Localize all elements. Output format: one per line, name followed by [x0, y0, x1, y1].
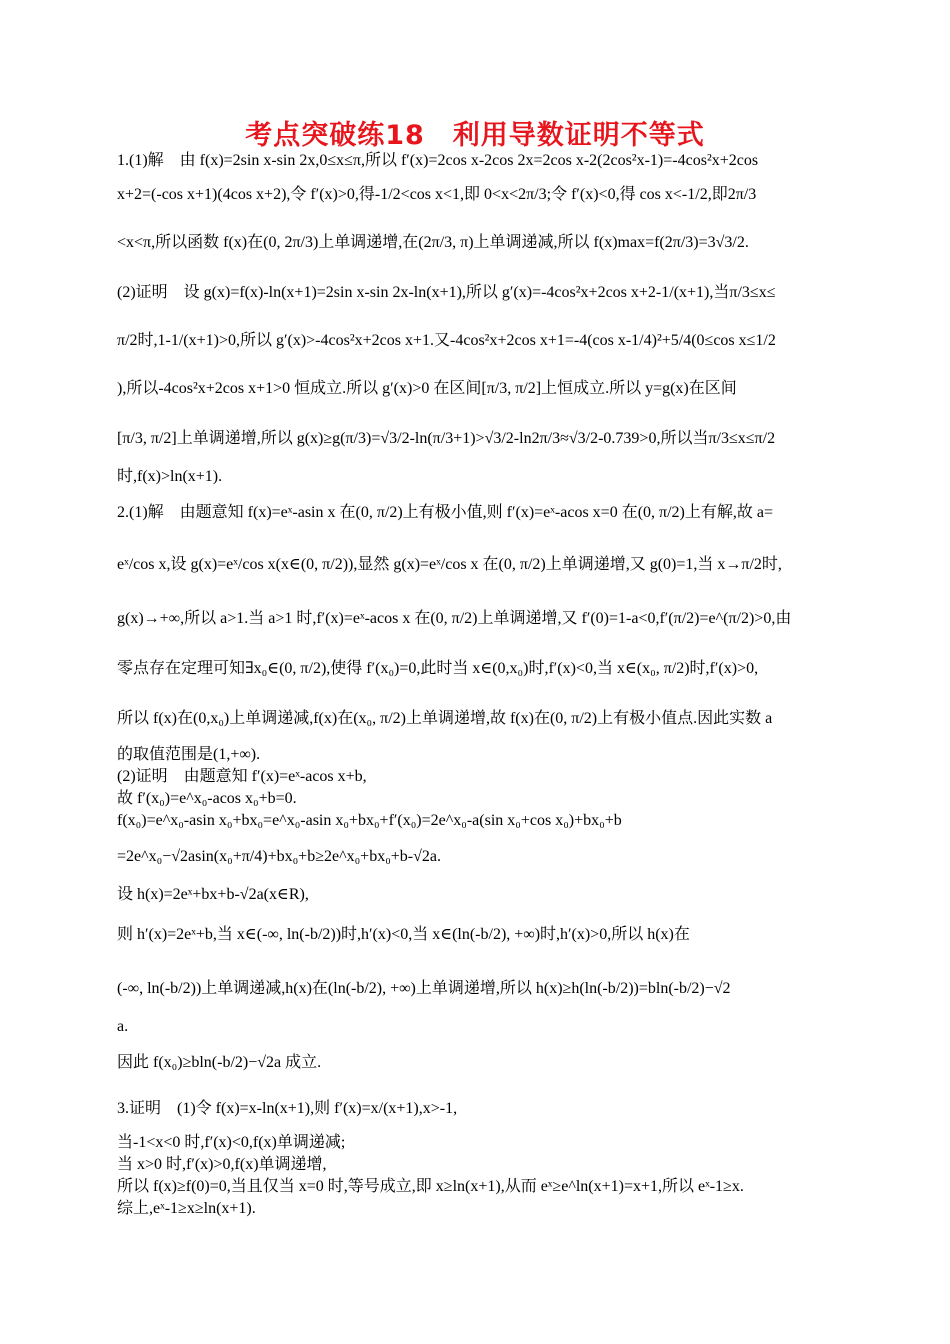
text-line: f(x₀)=e^x₀-asin x₀+bx₀=e^x₀-asin x₀+bx₀+f′(x₀)=2e^x₀-a(sin x₀+cos x₀)+bx₀+b: [117, 812, 622, 829]
text-line: 当-1<x<0 时,f′(x)<0,f(x)单调递减;: [117, 1134, 346, 1151]
text-line: ),所以-4cos²x+2cos x+1>0 恒成立.所以 g′(x)>0 在区间[π/3, π/2]上恒成立.所以 y=g(x)在区间: [117, 380, 737, 397]
text-line: 所以 f(x)在(0,x₀)上单调递减,f(x)在(x₀, π/2)上单调递增,故 f(x)在(0, π/2)上有极小值点.因此实数 a: [117, 710, 773, 727]
text-line: 故 f′(x₀)=e^x₀-acos x₀+b=0.: [117, 790, 297, 807]
text-line: 当 x>0 时,f′(x)>0,f(x)单调递增,: [117, 1156, 327, 1173]
text-line: a.: [117, 1018, 129, 1035]
page-title: 考点突破练18 利用导数证明不等式: [245, 120, 705, 151]
text-line: 的取值范围是(1,+∞).: [117, 746, 261, 763]
text-line: 设 h(x)=2eˣ+bx+b-√2a(x∈R),: [117, 886, 309, 903]
text-line: 3.证明 (1)令 f(x)=x-ln(x+1),则 f′(x)=x/(x+1),x>-1,: [117, 1100, 458, 1117]
text-line: 零点存在定理可知∃x₀∈(0, π/2),使得 f′(x₀)=0,此时当 x∈(0,x₀)时,f′(x)<0,当 x∈(x₀, π/2)时,f′(x)>0,: [117, 660, 759, 677]
text-line: 2.(1)解 由题意知 f(x)=eˣ-asin x 在(0, π/2)上有极小值,则 f′(x)=eˣ-acos x=0 在(0, π/2)上有解,故 a=: [117, 504, 773, 521]
text-line: 则 h′(x)=2eˣ+b,当 x∈(-∞, ln(-b/2))时,h′(x)<0,当 x∈(ln(-b/2), +∞)时,h′(x)>0,所以 h(x)在: [117, 926, 690, 943]
text-line: π/2时,1-1/(x+1)>0,所以 g′(x)>-4cos²x+2cos x+1.又-4cos²x+2cos x+1=-4(cos x-1/4)²+5/4(0≤cos x≤1/2: [117, 332, 776, 349]
text-line: 因此 f(x₀)≥bln(-b/2)−√2a 成立.: [117, 1054, 322, 1071]
text-line: [π/3, π/2]上单调递增,所以 g(x)≥g(π/3)=√3/2-ln(π/3+1)>√3/2-ln2π/3≈√3/2-0.739>0,所以当π/3≤x≤π/2: [117, 430, 776, 447]
text-line: (-∞, ln(-b/2))上单调递减,h(x)在(ln(-b/2), +∞)上单调递增,所以 h(x)≥h(ln(-b/2))=bln(-b/2)−√2: [117, 980, 731, 997]
text-line: x+2=(-cos x+1)(4cos x+2),令 f′(x)>0,得-1/2<cos x<1,即 0<x<2π/3;令 f′(x)<0,得 cos x<-1/2,即2π/3: [117, 186, 757, 203]
text-line: eˣ/cos x,设 g(x)=eˣ/cos x(x∈(0, π/2)),显然 g(x)=eˣ/cos x 在(0, π/2)上单调递增,又 g(0)=1,当 x→π/2时,: [117, 556, 782, 573]
text-line: g(x)→+∞,所以 a>1.当 a>1 时,f′(x)=eˣ-acos x 在(0, π/2)上单调递增,又 f′(0)=1-a<0,f′(π/2)=e^(π/2)>0,由: [117, 610, 792, 627]
text-line: 1.(1)解 由 f(x)=2sin x-sin 2x,0≤x≤π,所以 f′(x)=2cos x-2cos 2x=2cos x-2(2cos²x-1)=-4cos²x+2cos: [117, 152, 759, 169]
text-line: (2)证明 设 g(x)=f(x)-ln(x+1)=2sin x-sin 2x-ln(x+1),所以 g′(x)=-4cos²x+2cos x+2-1/(x+1),当π/3≤x≤: [117, 284, 776, 301]
text-line: 综上,eˣ-1≥x≥ln(x+1).: [117, 1200, 256, 1217]
text-line: =2e^x₀−√2asin(x₀+π/4)+bx₀+b≥2e^x₀+bx₀+b-√2a.: [117, 848, 441, 865]
text-line: <x<π,所以函数 f(x)在(0, 2π/3)上单调递增,在(2π/3, π)上单调递减,所以 f(x)max=f(2π/3)=3√3/2.: [117, 234, 749, 251]
text-line: 时,f(x)>ln(x+1).: [117, 468, 223, 485]
text-line: 所以 f(x)≥f(0)=0,当且仅当 x=0 时,等号成立,即 x≥ln(x+1),从而 eˣ≥e^ln(x+1)=x+1,所以 eˣ-1≥x.: [117, 1178, 744, 1195]
text-line: (2)证明 由题意知 f′(x)=eˣ-acos x+b,: [117, 768, 367, 785]
